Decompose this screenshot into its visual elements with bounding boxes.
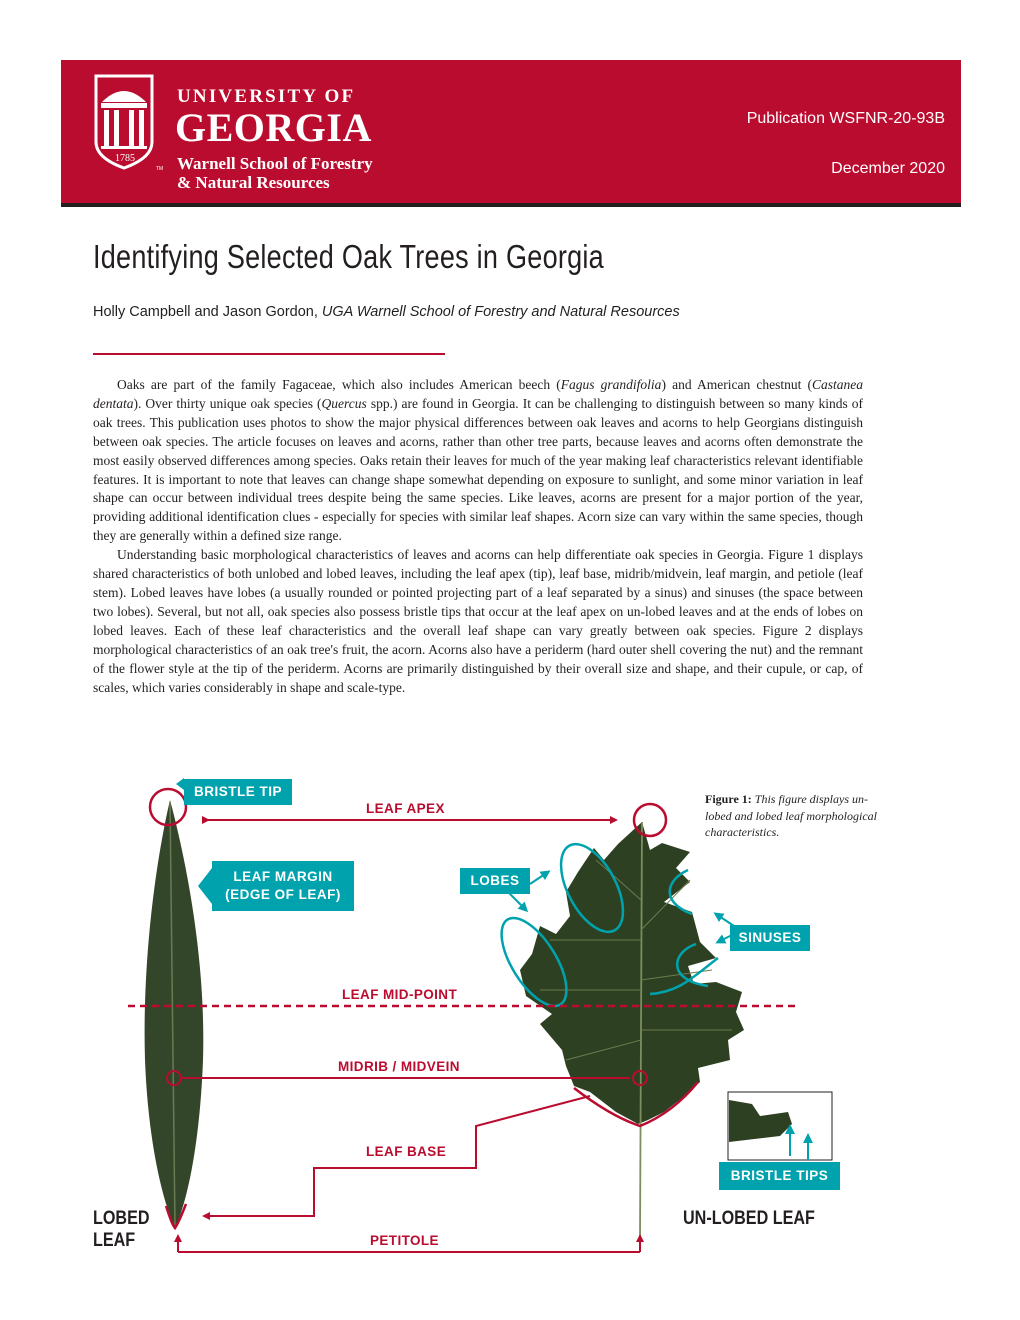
- unlobed-leaf-label: UN-LOBED LEAF: [683, 1208, 815, 1229]
- publication-date: December 2020: [831, 160, 945, 177]
- trademark: TM: [156, 166, 164, 172]
- svg-text:1785: 1785: [115, 153, 135, 164]
- text-run: ) and American chestnut (: [661, 377, 812, 392]
- bristle-tips-label: BRISTLE TIPS: [719, 1162, 840, 1190]
- school-line2: & Natural Resources: [177, 173, 330, 192]
- leaf-margin-pointer: [198, 868, 212, 904]
- leaf-margin-line2: (EDGE OF LEAF): [225, 887, 341, 902]
- leaf-midpoint-label: LEAF MID-POINT: [342, 987, 458, 1002]
- lobed-leaf-label: [93, 1208, 150, 1252]
- publication-number: Publication WSFNR-20-93B: [746, 110, 945, 127]
- lobes-label: LOBES: [460, 868, 530, 894]
- text-run: spp.) are found in Georgia. It can be challenging to distinguish between so many kinds of oak trees. This publication uses photos to show the major physical differences between oak leaves and acorns to help Georgians distinguish between oak species. The article focuses on leaves and acorns, rather than other tree parts, because leaves and acorns often demonstrate the most easily observed differences among species. Oaks retain their leaves for much of the year making leaf characteristics relevant identifiable features. It is important to note that leaves can change shape somewhat depending on exposure to sunlight, and some minor variation in leaf shape can occur between individual trees despite being the same species. Like leaves, acorns are present for a major portion of the year, providing additional identification clues - especially for species with similar leaf shapes. Acorn size can vary within the same species, though they are generally within a defined size range.: [93, 395, 863, 544]
- leaf-margin-label: [212, 861, 354, 911]
- midrib-label: MIDRIB / MIDVEIN: [338, 1059, 460, 1074]
- paragraph-2: Understanding basic morphological characteristics of leaves and acorns can help differentiate oak species in Georgia. Figure 1 displays shared characteristics of both unlobed and lobed leaves, including the leaf apex (tip), leaf base, midrib/midvein, leaf margin, and petiole (leaf stem). Lobed leaves have lobes (a usually rounded or pointed projecting part of a leaf separated by a sinus) and sinuses (the space between two lobes). Several, but not all, oak species also possess bristle tips that occur at the leaf apex on un-lobed leaves and at the ends of lobes on lobed leaves. Each of these leaf characteristics and the overall leaf shape can vary greatly between oak species. Figure 2 displays morphological characteristics of an oak tree's fruit, the acorn. Acorns also have a periderm (hard outer shell covering the nut) and the remnant of the flower style at the tip of the periderm. Acorns are primarily distinguished by their overall size and shape, and their cupule, or cap, of scales, which varies considerably in shape and scale-type.: [93, 547, 863, 695]
- university-line1: UNIVERSITY OF: [177, 86, 356, 107]
- leaf-margin-line1: LEAF MARGIN: [233, 869, 333, 884]
- lobed-leaf-line1: LOBED: [93, 1208, 150, 1229]
- petiole-label: PETITOLE: [370, 1233, 439, 1248]
- leaf-apex-label: LEAF APEX: [366, 801, 445, 816]
- text-run: ). Over thirty unique oak species (: [133, 395, 322, 411]
- bristle-tip-pointer: [176, 778, 184, 790]
- author-names: Holly Campbell and Jason Gordon,: [93, 304, 322, 320]
- author-affiliation: UGA Warnell School of Forestry and Natural Resources: [321, 304, 680, 320]
- caption-label: Figure 1:: [705, 792, 752, 806]
- sinuses-label: SINUSES: [730, 925, 810, 951]
- bristle-tip-label: BRISTLE TIP: [184, 779, 292, 805]
- italic-term: Quercus: [321, 395, 367, 411]
- lobed-leaf-line2: LEAF: [93, 1230, 136, 1251]
- school-line1: Warnell School of Forestry: [177, 154, 373, 173]
- italic-term: Castanea dentata: [93, 377, 864, 411]
- university-line2: GEORGIA: [175, 105, 372, 150]
- leaf-base-label: LEAF BASE: [366, 1144, 447, 1159]
- text-run: Oaks are part of the family Fagaceae, which also includes American beech (: [117, 377, 561, 392]
- italic-term: Fagus grandifolia: [560, 377, 662, 392]
- bristle-tip-circle-right: [634, 804, 666, 836]
- figure-caption: [705, 791, 880, 841]
- caption-text: This figure displays un-lobed and lobed leaf morphological characteristics.: [705, 792, 877, 839]
- page-title: Identifying Selected Oak Trees in Georgia: [93, 238, 604, 275]
